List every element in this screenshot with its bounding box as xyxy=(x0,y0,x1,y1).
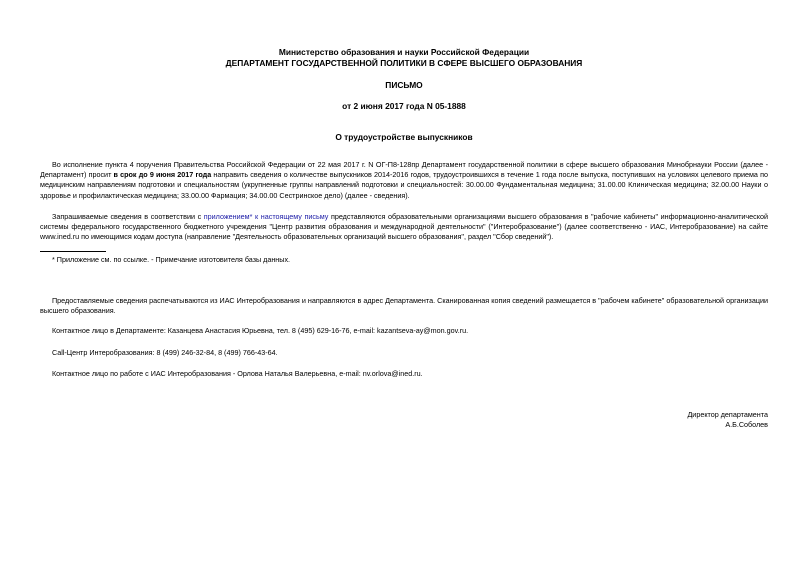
paragraph-request xyxy=(40,160,768,201)
contact-ias: Контактное лицо по работе с ИАС Интеробразования - Орлова Наталья Валерьевна, e-mail: nv.orlova@ined.ru. xyxy=(52,369,423,378)
paragraph-submission xyxy=(40,212,768,243)
signatory-position: Директор департамента xyxy=(687,410,768,419)
document-subject: О трудоустройстве выпускников xyxy=(335,132,473,142)
contact-department: Контактное лицо в Департаменте: Казанцева Анастасия Юрьевна, тел. 8 (495) 629-16-76, e-mail: kazantseva-ay@mon.gov.ru. xyxy=(52,326,469,335)
appendix-link[interactable]: приложением* к настоящему письму xyxy=(203,212,329,221)
footnote: * Приложение см. по ссылке. - Примечание изготовителя базы данных. xyxy=(52,255,291,264)
ministry-name: Министерство образования и науки Российской Федерации xyxy=(278,47,530,57)
signature-block xyxy=(687,410,768,430)
paragraph-submission-text-b: представляются образовательными организациями высшего образования в "рабочие кабинеты" информационно-аналитической системы федерального государственного бюджетного учреждения "Центр развития образования и международной деятельности" ("Интеробразование") (далее соответственно - ИАС, Интеробразование) на сайте www.ined.ru по имеющимся кодам доступа (направление "Деятельность образовательных организаций высшего образования", раздел "Сбор сведений"). xyxy=(40,212,768,242)
document-type: ПИСЬМО xyxy=(385,80,423,90)
signatory-name: А.Б.Соболев xyxy=(725,420,768,430)
document-date-number: от 2 июня 2017 года N 05-1888 xyxy=(342,101,466,111)
document-page xyxy=(40,0,768,571)
department-name: ДЕПАРТАМЕНТ ГОСУДАРСТВЕННОЙ ПОЛИТИКИ В СФЕРЕ ВЫСШЕГО ОБРАЗОВАНИЯ xyxy=(225,58,583,69)
paragraph-submission-text-a: Запрашиваемые сведения в соответствии с xyxy=(52,212,204,221)
paragraph-request-text-a: Во исполнение пункта 4 поручения Правительства Российской Федерации от 22 мая 2017 г. N ОГ-П8-128пр Департамент государственной политики в сфере высшего образования Минобрнауки России (далее - Департамент) просит xyxy=(40,160,768,180)
deadline-bold: в срок до 9 июня 2017 года xyxy=(113,170,212,180)
document-header xyxy=(40,47,768,70)
footnote-divider xyxy=(40,251,106,252)
paragraph-request-text-b: направить сведения о количестве выпускников 2014-2016 годов, трудоустроившихся в течение 1 года после выпуска, поступивших на условиях целевого приема по медицинским направлениям подготовки и специальностям (укрупненные группы направлений подготовки и специальностей: 30.00.00 Фундаментальная медицина; 31.00.00 Клиническая медицина; 32.00.00 Науки о здоровье и профилактическая медицина; 33.00.00 Фармация; 34.00.00 Сестринское дело) (далее - сведения). xyxy=(40,170,768,200)
paragraph-print: Предоставляемые сведения распечатываются из ИАС Интеробразования и направляются в адрес Департамента. Сканированная копия сведений размещается в "рабочем кабинете" образовательной организации высшего образования. xyxy=(40,296,768,316)
contact-call-center: Call-Центр Интеробразования: 8 (499) 246-32-84, 8 (499) 766-43-64. xyxy=(52,348,278,357)
